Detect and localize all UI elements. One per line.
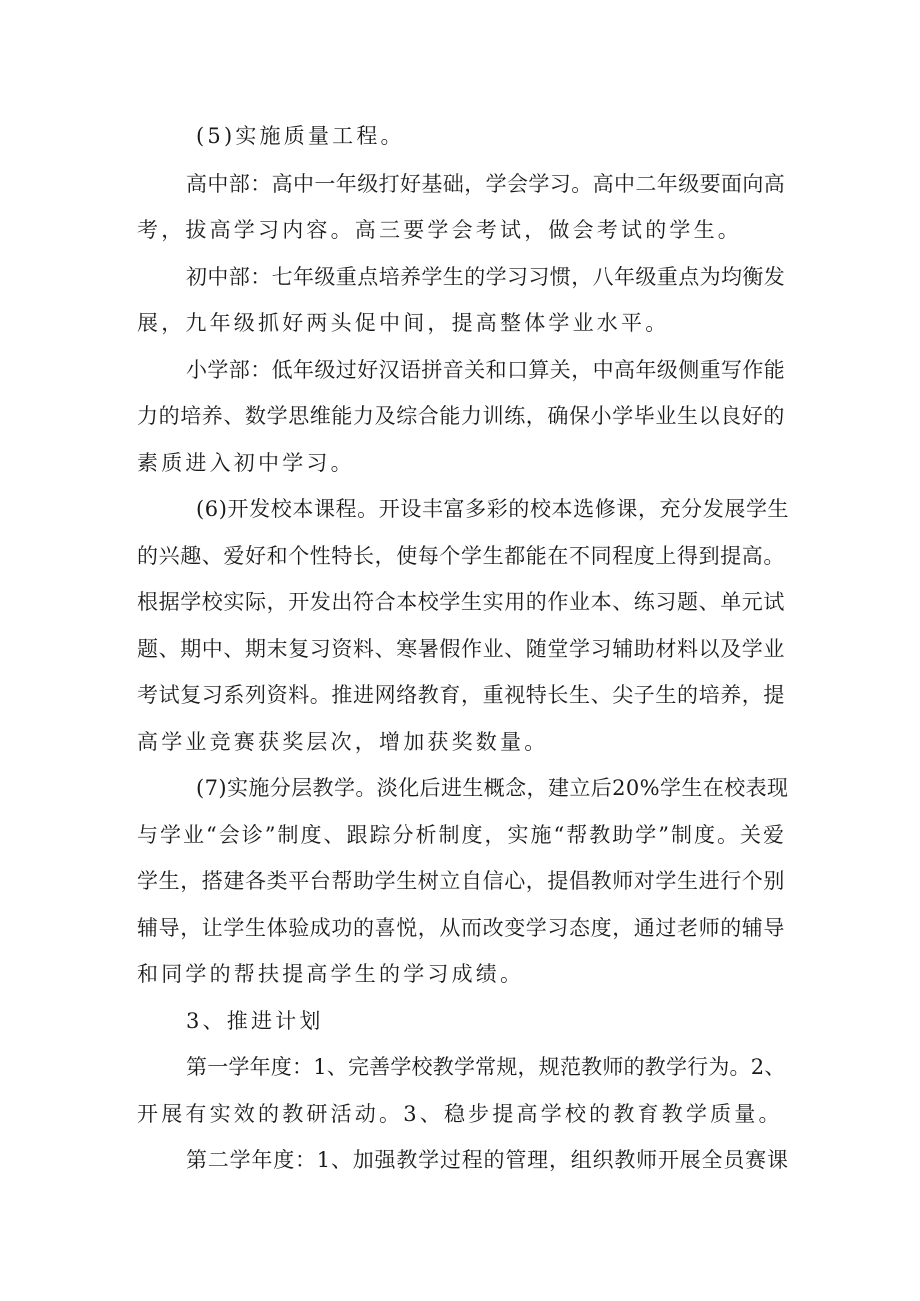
paragraph-line: 题、期中、期末复习资料、寒暑假作业、随堂学习辅助材料以及学业 xyxy=(137,637,785,661)
paragraph-line: 素质进入初中学习。 xyxy=(137,451,355,475)
section-3-heading: 3、推进计划 xyxy=(186,1009,324,1033)
paragraph-line: 学生，搭建各类平台帮助学生树立自信心，提倡教师对学生进行个别 xyxy=(137,869,785,893)
paragraph-line: 考试复习系列资料。推进网络教育，重视特长生、尖子生的培养，提 xyxy=(137,683,785,707)
paragraph-line: 高学业竞赛获奖层次，增加获奖数量。 xyxy=(137,730,549,754)
paragraph-line: 初中部：七年级重点培养学生的学习习惯，八年级重点为均衡发 xyxy=(186,265,786,289)
paragraph-line: 与学业“会诊”制度、跟踪分析制度，实施“帮教助学”制度。关爱 xyxy=(137,823,786,847)
paragraph-line: 高中部：高中一年级打好基础，学会学习。高中二年级要面向高 xyxy=(186,172,786,196)
paragraph-line: 第一学年度：1、完善学校教学常规，规范教师的教学行为。2、 xyxy=(186,1055,786,1079)
item-5-heading: (5)实施质量工程。 xyxy=(196,124,405,148)
paragraph-line: 根据学校实际，开发出符合本校学生实用的作业本、练习题、单元试 xyxy=(137,590,785,614)
paragraph-line: 和同学的帮扶提高学生的学习成绩。 xyxy=(137,962,525,986)
paragraph-line: 力的培养、数学思维能力及综合能力训练，确保小学毕业生以良好的 xyxy=(137,404,785,428)
paragraph-line: 展，九年级抓好两头促中间，提高整体学业水平。 xyxy=(137,311,670,335)
paragraph-line: 辅导，让学生体验成功的喜悦，从而改变学习态度，通过老师的辅导 xyxy=(137,916,785,940)
paragraph-line: 考，拔高学习内容。高三要学会考试，做会考试的学生。 xyxy=(137,218,742,242)
item-7-heading: (7)实施分层教学。淡化后进生概念，建立后20%学生在校表现 xyxy=(196,776,789,800)
item-6-heading: (6)开发校本课程。开设丰富多彩的校本选修课，充分发展学生 xyxy=(196,497,790,521)
paragraph-line: 开展有实效的教研活动。3、稳步提高学校的教育教学质量。 xyxy=(137,1102,783,1126)
paragraph-line: 小学部：低年级过好汉语拼音关和口算关，中高年级侧重写作能 xyxy=(186,358,786,382)
paragraph-line: 第二学年度：1、加强教学过程的管理，组织教师开展全员赛课 xyxy=(186,1148,789,1172)
paragraph-line: 的兴趣、爱好和个性特长，使每个学生都能在不同程度上得到提高。 xyxy=(137,544,785,568)
